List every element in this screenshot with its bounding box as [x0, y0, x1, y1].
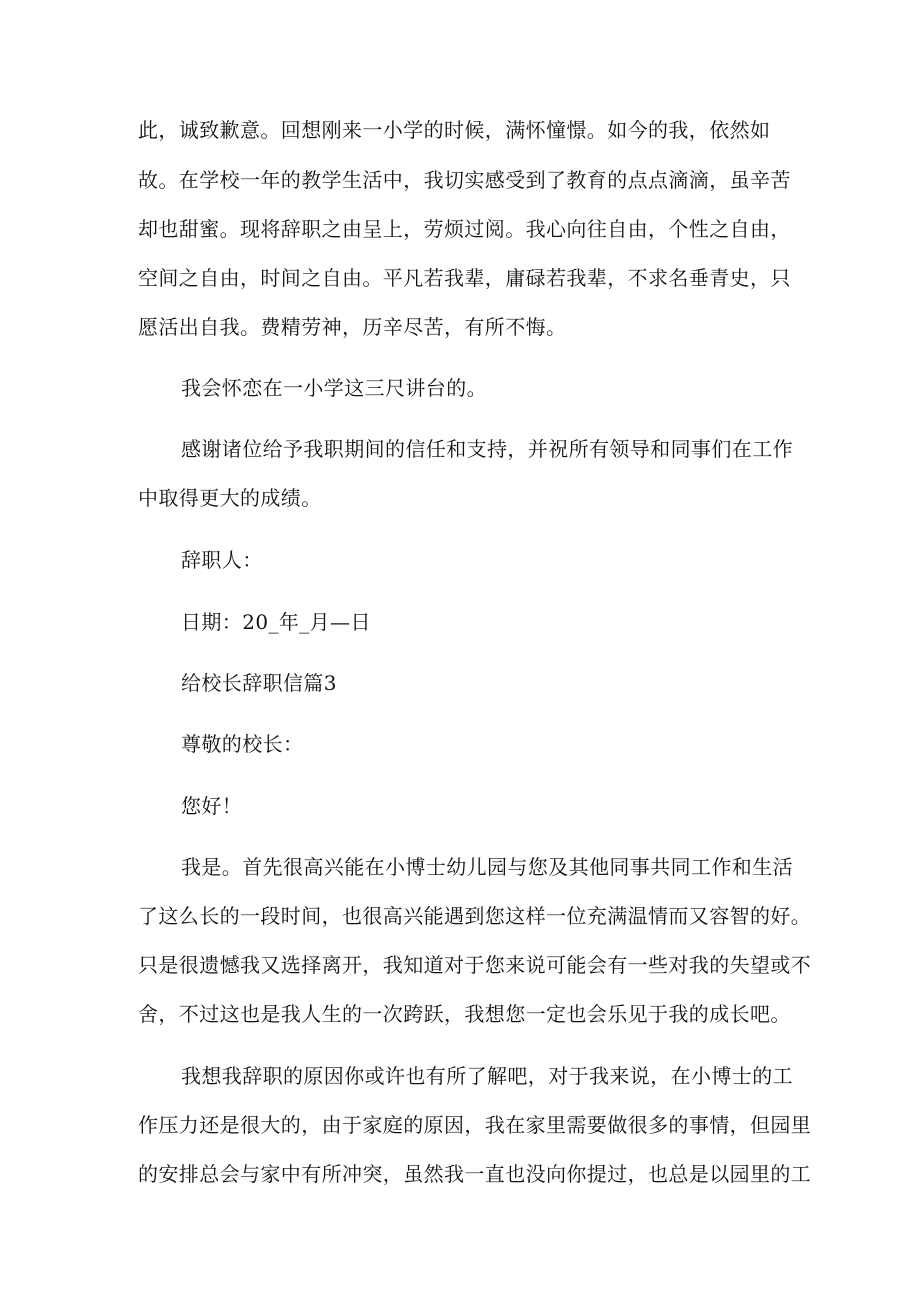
paragraph-line: 此，诚致歉意。回想刚来一小学的时候，满怀憧憬。如今的我，依然如	[138, 118, 771, 142]
paragraph-line: 我是。首先很高兴能在小博士幼儿园与您及其他同事共同工作和生活	[181, 855, 793, 879]
signature-label: 辞职人：	[181, 548, 263, 572]
greeting: 您好！	[181, 794, 243, 818]
paragraph-line: 愿活出自我。费精劳神，历辛尽苦，有所不悔。	[138, 315, 567, 339]
paragraph-line: 的安排总会与家中有所冲突，虽然我一直也没向你提过，也总是以园里的工	[138, 1162, 812, 1186]
paragraph-line: 我会怀恋在一小学这三尺讲台的。	[181, 376, 487, 400]
section-title: 给校长辞职信篇3	[181, 671, 337, 695]
paragraph-line: 作压力还是很大的，由于家庭的原因，我在家里需要做很多的事情，但园里	[138, 1113, 812, 1137]
paragraph-line: 空间之自由，时间之自由。平凡若我辈，庸碌若我辈，不求名垂青史，只	[138, 266, 791, 290]
paragraph-line: 故。在学校一年的教学生活中，我切实感受到了教育的点点滴滴，虽辛苦	[138, 168, 791, 192]
paragraph-line: 中取得更大的成绩。	[138, 486, 322, 510]
paragraph-line: 却也甜蜜。现将辞职之由呈上，劳烦过阅。我心向往自由，个性之自由，	[138, 217, 791, 241]
salutation: 尊敬的校长：	[181, 732, 304, 756]
date-line: 日期：20_年_月—日	[181, 610, 371, 634]
paragraph-line: 只是很遗憾我又选择离开，我知道对于您来说可能会有一些对我的失望或不	[138, 953, 812, 977]
paragraph-line: 我想我辞职的原因你或许也有所了解吧，对于我来说，在小博士的工	[181, 1064, 793, 1088]
paragraph-line: 舍，不过这也是我人生的一次跨跃，我想您一定也会乐见于我的成长吧。	[138, 1002, 791, 1026]
paragraph-line: 了这么长的一段时间，也很高兴能遇到您这样一位充满温情而又容智的好。	[138, 904, 812, 928]
paragraph-line: 感谢诸位给予我职期间的信任和支持，并祝所有领导和同事们在工作	[181, 437, 793, 461]
